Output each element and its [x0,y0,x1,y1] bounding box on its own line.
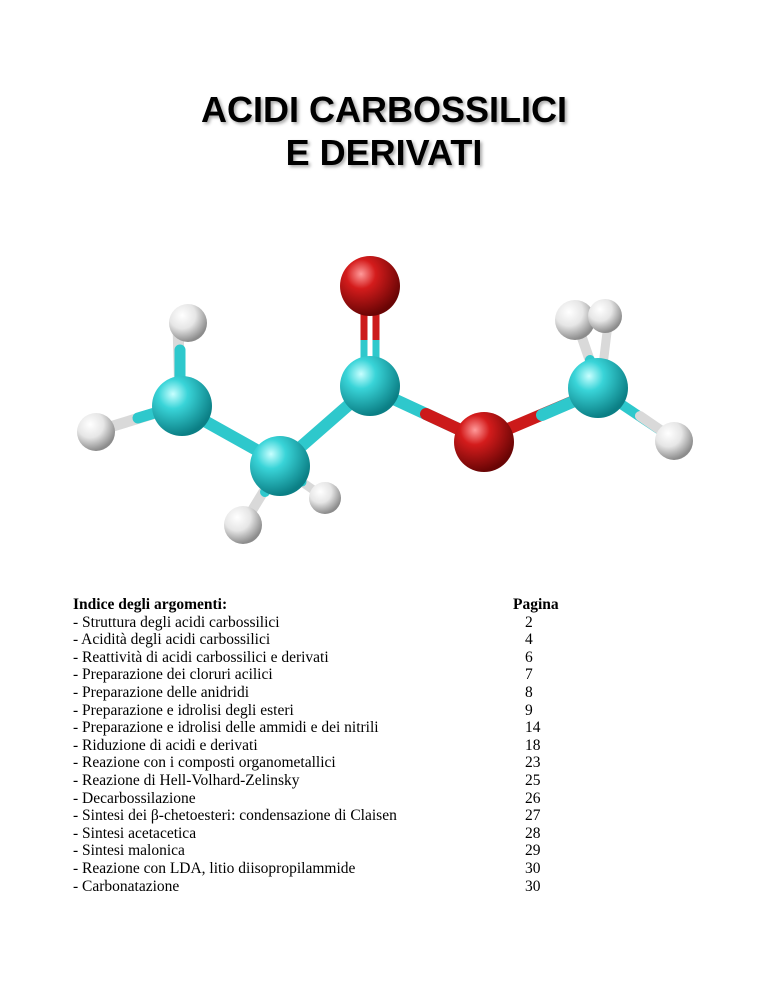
toc-entry [73,807,693,825]
toc-entry-page: 30 [525,877,541,895]
toc-entry [73,666,693,684]
table-of-contents [73,596,693,895]
toc-entry [73,772,693,790]
toc-entry-page: 14 [525,719,541,737]
toc-entry [73,790,693,808]
toc-entry-label: - Acidità degli acidi carbossilici [73,631,271,649]
toc-entry-label: - Sintesi acetacetica [73,824,197,842]
toc-entry-label: - Preparazione e idrolisi degli esteri [73,701,294,719]
toc-entry-page: 23 [525,754,541,772]
hydrogen-atom [655,422,693,460]
toc-entry-page: 6 [525,648,533,666]
oxygen-atom [454,412,514,472]
hydrogen-atom [309,482,341,514]
toc-entry-label: - Sintesi dei β-chetoesteri: condensazione di Claisen [73,807,397,825]
carbon-atom [340,356,400,416]
molecule-illustration [60,240,710,560]
toc-entry-label: - Preparazione e idrolisi delle ammidi e dei nitrili [73,719,379,737]
toc-entry-page: 8 [525,683,533,701]
toc-heading: Indice degli argomenti: [73,596,228,613]
toc-entry-page: 30 [525,859,541,877]
toc-entry-label: - Reazione con LDA, litio diisopropilammide [73,859,356,877]
carbon-atom [568,358,628,418]
toc-entry-page: 9 [525,701,533,719]
toc-list [73,614,693,896]
toc-entry [73,719,693,737]
toc-entry [73,649,693,667]
toc-entry-label: - Reattività di acidi carbossilici e derivati [73,648,329,666]
toc-entry-page: 2 [525,613,533,631]
toc-entry [73,842,693,860]
toc-entry-page: 25 [525,771,541,789]
toc-entry-page: 29 [525,842,541,860]
toc-entry [73,754,693,772]
toc-entry-label: - Decarbossilazione [73,789,196,807]
toc-entry [73,631,693,649]
toc-entry-label: - Struttura degli acidi carbossilici [73,613,280,631]
toc-entry [73,825,693,843]
toc-header [73,596,693,614]
toc-entry [73,737,693,755]
toc-entry-page: 18 [525,736,541,754]
oxygen-atom [340,256,400,316]
title-line-1: ACIDI CARBOSSILICI [200,89,567,130]
toc-entry-label: - Riduzione di acidi e derivati [73,736,258,754]
toc-entry-page: 4 [525,631,533,649]
toc-entry-label: - Carbonatazione [73,877,180,895]
document-title [0,88,768,174]
toc-entry-page: 28 [525,824,541,842]
toc-entry-label: - Sintesi malonica [73,842,185,860]
hydrogen-atom [224,506,262,544]
toc-entry-label: - Preparazione dei cloruri acilici [73,666,273,684]
toc-entry-page: 7 [525,666,533,684]
toc-entry-label: - Reazione con i composti organometallici [73,754,336,772]
hydrogen-atom [588,299,622,333]
toc-entry [73,614,693,632]
toc-entry [73,702,693,720]
molecule-atoms [77,256,693,544]
hydrogen-atom [169,304,207,342]
toc-entry [73,860,693,878]
carbon-atom [250,436,310,496]
title-line-2: E DERIVATI [285,132,483,173]
toc-page-heading: Pagina [513,596,559,613]
hydrogen-atom [77,413,115,451]
toc-entry-label: - Reazione di Hell-Volhard-Zelinsky [73,771,300,789]
toc-entry [73,684,693,702]
toc-entry-page: 26 [525,789,541,807]
toc-entry-label: - Preparazione delle anidridi [73,683,250,701]
carbon-atom [152,376,212,436]
toc-entry [73,878,693,896]
toc-entry-page: 27 [525,807,541,825]
